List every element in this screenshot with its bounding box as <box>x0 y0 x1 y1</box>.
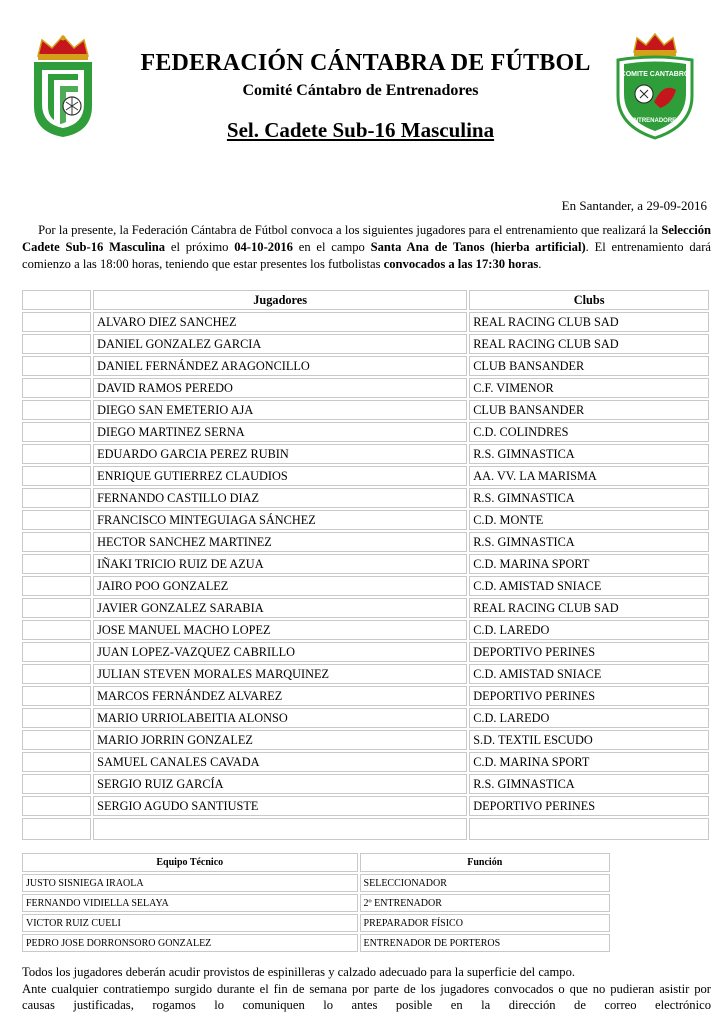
staff-name-cell: FERNANDO VIDIELLA SELAYA <box>22 894 358 912</box>
date-line: En Santander, a 29-09-2016 <box>561 198 707 213</box>
logo-text-bottom: ENTRENADORES <box>629 118 681 124</box>
player-name-cell: MARCOS FERNÁNDEZ ALVAREZ <box>93 686 467 706</box>
table-row <box>22 312 709 332</box>
row-blank-cell <box>22 730 91 750</box>
row-blank-cell <box>22 598 91 618</box>
player-name-cell: MARIO URRIOLABEITIA ALONSO <box>93 708 467 728</box>
player-name-cell: DANIEL FERNÁNDEZ ARAGONCILLO <box>93 356 467 376</box>
intro-text-1: Por la presente, la Federación Cántabra de Fútbol convoca a los siguientes jugadores para el entrenamiento que realizará la <box>38 223 662 237</box>
col-header-blank <box>22 290 91 310</box>
empty-cell <box>22 818 91 840</box>
footer-line-2: Ante cualquier contratiempo surgido durante el fin de semana por parte de los jugadores convocados o que no pudieran asistir por causas justificadas, rogamos lo comuniquen lo antes posible en la dirección de correo electrónico <box>22 981 711 1012</box>
row-blank-cell <box>22 356 91 376</box>
player-club-cell: C.F. VIMENOR <box>469 378 709 398</box>
player-club-cell: REAL RACING CLUB SAD <box>469 598 709 618</box>
staff-table-header <box>22 853 610 872</box>
row-blank-cell <box>22 510 91 530</box>
table-row <box>22 554 709 574</box>
empty-cell <box>469 818 709 840</box>
intro-venue: Santa Ana de Tanos (hierba artificial) <box>370 240 586 254</box>
staff-role-cell: PREPARADOR FÍSICO <box>360 914 610 932</box>
player-club-cell: REAL RACING CLUB SAD <box>469 334 709 354</box>
staff-name-cell: PEDRO JOSE DORRONSORO GONZALEZ <box>22 934 358 952</box>
empty-cell <box>93 818 467 840</box>
player-club-cell: R.S. GIMNASTICA <box>469 532 709 552</box>
row-blank-cell <box>22 796 91 816</box>
col-header-role: Función <box>360 853 610 872</box>
table-row <box>22 686 709 706</box>
table-row <box>22 334 709 354</box>
row-blank-cell <box>22 400 91 420</box>
table-row <box>22 934 610 952</box>
player-club-cell: R.S. GIMNASTICA <box>469 444 709 464</box>
table-row <box>22 708 709 728</box>
table-row <box>22 488 709 508</box>
player-name-cell: SAMUEL CANALES CAVADA <box>93 752 467 772</box>
players-table <box>20 288 711 842</box>
player-name-cell: SERGIO RUIZ GARCÍA <box>93 774 467 794</box>
intro-call-time: convocados a las 17:30 horas <box>383 257 539 271</box>
player-club-cell: C.D. MONTE <box>469 510 709 530</box>
player-club-cell: DEPORTIVO PERINES <box>469 642 709 662</box>
player-name-cell: FERNANDO CASTILLO DIAZ <box>93 488 467 508</box>
player-name-cell: EDUARDO GARCIA PEREZ RUBIN <box>93 444 467 464</box>
player-name-cell: JUAN LOPEZ-VAZQUEZ CABRILLO <box>93 642 467 662</box>
row-blank-cell <box>22 708 91 728</box>
table-row <box>22 730 709 750</box>
table-row <box>22 400 709 420</box>
table-row <box>22 598 709 618</box>
row-blank-cell <box>22 686 91 706</box>
table-row <box>22 576 709 596</box>
player-club-cell: C.D. MARINA SPORT <box>469 752 709 772</box>
intro-text-3: en el campo <box>292 240 371 254</box>
empty-row <box>22 818 709 840</box>
player-name-cell: JAIRO POO GONZALEZ <box>93 576 467 596</box>
intro-paragraph <box>22 222 711 273</box>
staff-name-cell: JUSTO SISNIEGA IRAOLA <box>22 874 358 892</box>
table-row <box>22 356 709 376</box>
row-blank-cell <box>22 664 91 684</box>
player-club-cell: C.D. LAREDO <box>469 620 709 640</box>
table-row <box>22 510 709 530</box>
player-name-cell: HECTOR SANCHEZ MARTINEZ <box>93 532 467 552</box>
player-name-cell: IÑAKI TRICIO RUIZ DE AZUA <box>93 554 467 574</box>
row-blank-cell <box>22 378 91 398</box>
table-row <box>22 532 709 552</box>
table-row <box>22 664 709 684</box>
footer-line-1: Todos los jugadores deberán acudir provistos de espinilleras y calzado adecuado para la superficie del campo. <box>22 965 576 979</box>
intro-text-5: . <box>538 257 542 271</box>
player-name-cell: JOSE MANUEL MACHO LOPEZ <box>93 620 467 640</box>
federation-title: FEDERACIÓN CÁNTABRA DE FÚTBOL <box>140 50 591 76</box>
player-name-cell: FRANCISCO MINTEGUIAGA SÁNCHEZ <box>93 510 467 530</box>
intro-selection-name: Selección Cadete Sub-16 Masculina <box>22 223 711 254</box>
player-club-cell: CLUB BANSANDER <box>469 356 709 376</box>
player-name-cell: JAVIER GONZALEZ SARABIA <box>93 598 467 618</box>
player-name-cell: ALVARO DIEZ SANCHEZ <box>93 312 467 332</box>
player-club-cell: C.D. LAREDO <box>469 708 709 728</box>
col-header-clubs: Clubs <box>469 290 709 310</box>
row-blank-cell <box>22 576 91 596</box>
intro-training-date: 04-10-2016 <box>234 240 293 254</box>
player-name-cell: ENRIQUE GUTIERREZ CLAUDIOS <box>93 466 467 486</box>
player-club-cell: DEPORTIVO PERINES <box>469 686 709 706</box>
row-blank-cell <box>22 466 91 486</box>
footer-notes <box>22 964 711 1014</box>
player-name-cell: DIEGO MARTINEZ SERNA <box>93 422 467 442</box>
row-blank-cell <box>22 752 91 772</box>
player-name-cell: MARIO JORRIN GONZALEZ <box>93 730 467 750</box>
player-name-cell: DANIEL GONZALEZ GARCIA <box>93 334 467 354</box>
player-name-cell: SERGIO AGUDO SANTIUSTE <box>93 796 467 816</box>
row-blank-cell <box>22 620 91 640</box>
table-row <box>22 796 709 816</box>
table-row <box>22 422 709 442</box>
committee-subtitle: Comité Cántabro de Entrenadores <box>242 82 479 99</box>
staff-name-cell: VICTOR RUIZ CUELI <box>22 914 358 932</box>
player-club-cell: DEPORTIVO PERINES <box>469 796 709 816</box>
col-header-players: Jugadores <box>93 290 467 310</box>
row-blank-cell <box>22 774 91 794</box>
player-club-cell: C.D. AMISTAD SNIACE <box>469 576 709 596</box>
intro-text-4: . El entrenamiento dará comienzo a las 18:00 horas, teniendo que estar presentes los futbolistas <box>22 240 712 271</box>
player-club-cell: R.S. GIMNASTICA <box>469 488 709 508</box>
table-row <box>22 444 709 464</box>
col-header-staff: Equipo Técnico <box>22 853 358 872</box>
table-row <box>22 774 709 794</box>
player-club-cell: S.D. TEXTIL ESCUDO <box>469 730 709 750</box>
row-blank-cell <box>22 444 91 464</box>
table-row <box>22 874 610 892</box>
table-row <box>22 378 709 398</box>
player-club-cell: C.D. AMISTAD SNIACE <box>469 664 709 684</box>
player-name-cell: DAVID RAMOS PEREDO <box>93 378 467 398</box>
player-name-cell: JULIAN STEVEN MORALES MARQUINEZ <box>93 664 467 684</box>
player-club-cell: CLUB BANSANDER <box>469 400 709 420</box>
player-club-cell: AA. VV. LA MARISMA <box>469 466 709 486</box>
player-club-cell: C.D. COLINDRES <box>469 422 709 442</box>
table-row <box>22 894 610 912</box>
player-club-cell: R.S. GIMNASTICA <box>469 774 709 794</box>
row-blank-cell <box>22 334 91 354</box>
staff-role-cell: SELECCIONADOR <box>360 874 610 892</box>
selection-title: Sel. Cadete Sub-16 Masculina <box>226 118 495 142</box>
player-club-cell: C.D. MARINA SPORT <box>469 554 709 574</box>
row-blank-cell <box>22 488 91 508</box>
table-row <box>22 620 709 640</box>
table-row <box>22 642 709 662</box>
intro-text-2: el próximo <box>165 240 235 254</box>
table-row <box>22 466 709 486</box>
staff-role-cell: 2º ENTRENADOR <box>360 894 610 912</box>
row-blank-cell <box>22 422 91 442</box>
players-table-header <box>22 290 709 310</box>
row-blank-cell <box>22 642 91 662</box>
row-blank-cell <box>22 532 91 552</box>
staff-role-cell: ENTRENADOR DE PORTEROS <box>360 934 610 952</box>
player-club-cell: REAL RACING CLUB SAD <box>469 312 709 332</box>
logo-text-top: COMITE CANTABRO <box>620 71 690 78</box>
table-row <box>22 752 709 772</box>
player-name-cell: DIEGO SAN EMETERIO AJA <box>93 400 467 420</box>
staff-table <box>20 851 612 954</box>
row-blank-cell <box>22 554 91 574</box>
table-row <box>22 914 610 932</box>
row-blank-cell <box>22 312 91 332</box>
